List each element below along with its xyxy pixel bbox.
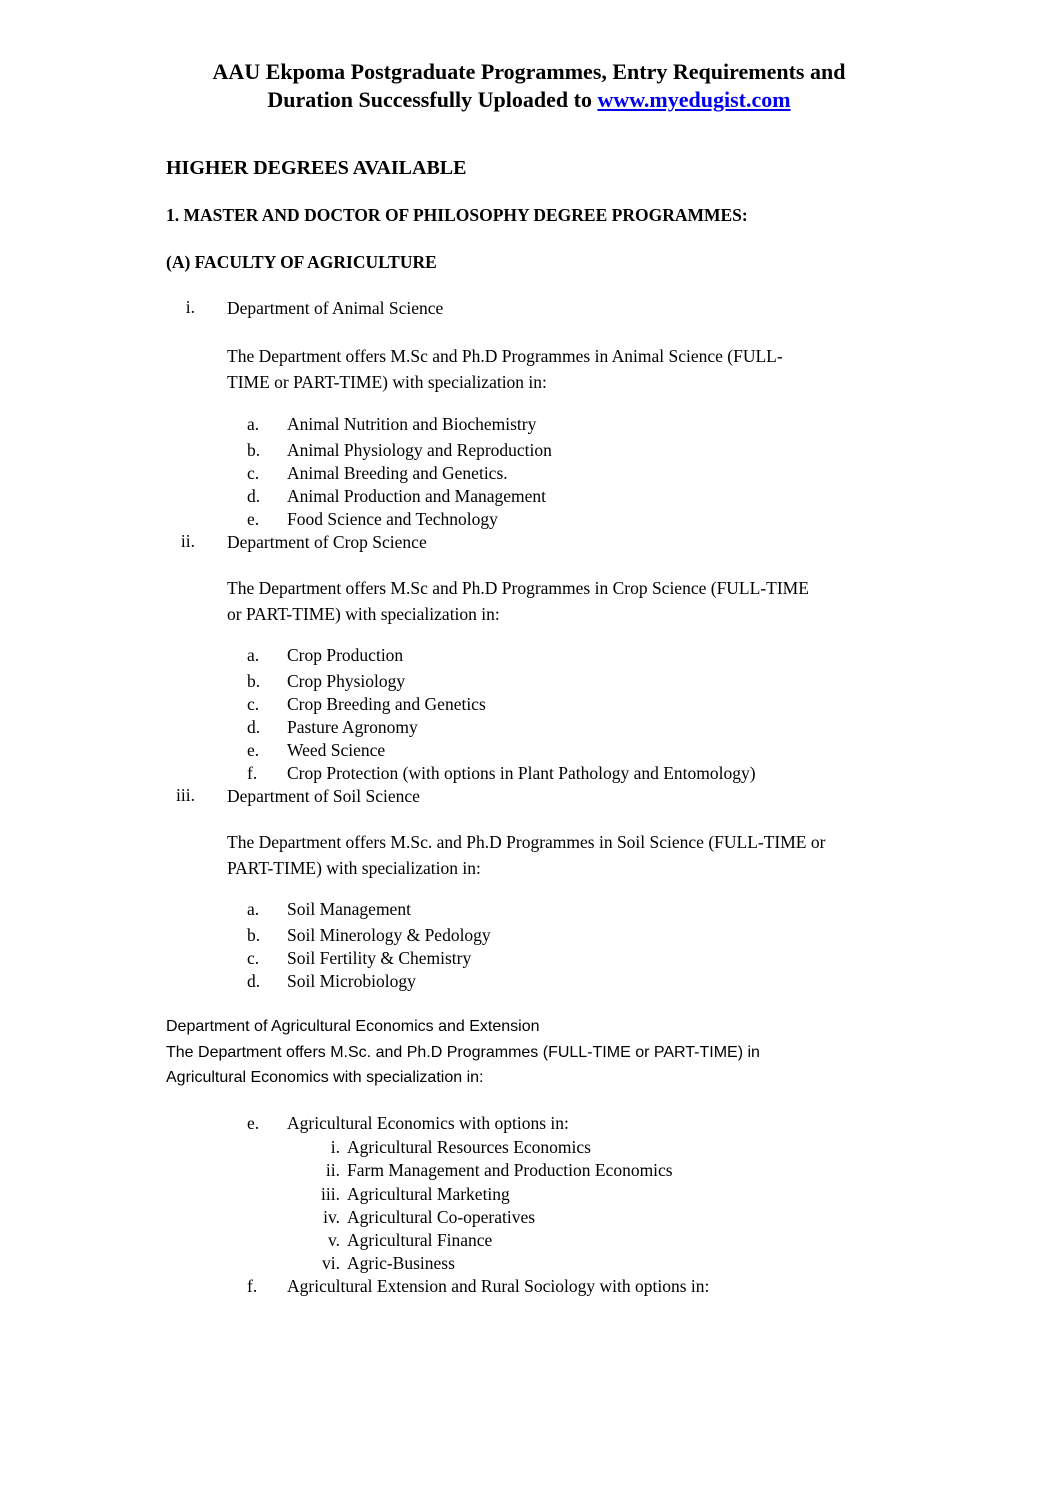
list-item: Agricultural Extension and Rural Sociology with options in: — [287, 1276, 710, 1296]
title-line-2-prefix: Duration Successfully Uploaded to — [267, 87, 598, 112]
list-item: Animal Breeding and Genetics. — [287, 463, 508, 483]
department-number: i. — [185, 297, 195, 317]
option-item: Agricultural Marketing — [347, 1184, 510, 1204]
option-item: Agricultural Co-operatives — [347, 1207, 536, 1227]
agric-econ-description-line: Agricultural Economics with specialization in: — [166, 1069, 484, 1086]
list-letter: e. — [247, 509, 260, 529]
list-item: Soil Minerology & Pedology — [287, 925, 491, 945]
list-letter: a. — [247, 899, 260, 919]
description-line: The Department offers M.Sc and Ph.D Programmes in Crop Science (FULL-TIME — [227, 578, 809, 598]
heading-higher-degrees: HIGHER DEGREES AVAILABLE — [166, 157, 467, 179]
department-description — [227, 343, 927, 395]
agric-econ-title: Department of Agricultural Economics and Extension — [166, 1018, 540, 1035]
list-letter: a. — [247, 645, 260, 665]
list-letter: b. — [247, 440, 261, 460]
list-item: Crop Protection (with options in Plant Pathology and Entomology) — [287, 763, 756, 783]
list-letter: e. — [247, 740, 260, 760]
list-letter: f. — [247, 1276, 258, 1296]
department-name: Department of Animal Science — [227, 298, 444, 318]
heading-faculty-agriculture: (A) FACULTY OF AGRICULTURE — [166, 252, 437, 272]
description-line: PART-TIME) with specialization in: — [227, 858, 481, 878]
description-line: The Department offers M.Sc and Ph.D Programmes in Animal Science (FULL- — [227, 346, 783, 366]
list-item: Food Science and Technology — [287, 509, 498, 529]
list-item: Soil Fertility & Chemistry — [287, 948, 472, 968]
list-letter: f. — [247, 763, 258, 783]
list-letter: c. — [247, 463, 260, 483]
title-line-1: AAU Ekpoma Postgraduate Programmes, Entry Requirements and — [212, 59, 846, 84]
list-letter: c. — [247, 948, 260, 968]
option-number: i. — [330, 1137, 340, 1157]
option-number: v. — [328, 1230, 340, 1250]
list-item: Soil Management — [287, 899, 411, 919]
description-line: or PART-TIME) with specialization in: — [227, 604, 500, 624]
option-item: Agric-Business — [347, 1253, 455, 1273]
myedugist-link[interactable]: www.myedugist.com — [597, 87, 791, 112]
option-number: vi. — [322, 1253, 340, 1273]
list-letter: c. — [247, 694, 260, 714]
list-item: Crop Production — [287, 645, 404, 665]
list-item: Pasture Agronomy — [287, 717, 418, 737]
description-line: TIME or PART-TIME) with specialization in: — [227, 372, 547, 392]
list-item: Animal Nutrition and Biochemistry — [287, 414, 537, 434]
list-letter: d. — [247, 971, 261, 991]
list-letter: b. — [247, 671, 261, 691]
list-item: Animal Physiology and Reproduction — [287, 440, 552, 460]
department-number: iii. — [176, 785, 195, 805]
document-title — [0, 58, 1058, 114]
list-letter: e. — [247, 1113, 260, 1133]
heading-section-1: 1. MASTER AND DOCTOR OF PHILOSOPHY DEGREE PROGRAMMES: — [166, 205, 748, 225]
description-line: The Department offers M.Sc. and Ph.D Programmes in Soil Science (FULL-TIME or — [227, 832, 826, 852]
list-item: Crop Breeding and Genetics — [287, 694, 486, 714]
option-number: iv. — [323, 1207, 340, 1227]
option-item: Agricultural Resources Economics — [347, 1137, 591, 1157]
list-item: Crop Physiology — [287, 671, 406, 691]
title-line-2 — [0, 86, 1058, 114]
department-number: ii. — [180, 531, 195, 551]
list-item: Soil Microbiology — [287, 971, 416, 991]
list-letter: d. — [247, 486, 261, 506]
list-letter: a. — [247, 414, 260, 434]
option-number: ii. — [325, 1160, 340, 1180]
option-number: iii. — [321, 1184, 340, 1204]
department-description — [227, 575, 927, 627]
list-letter: d. — [247, 717, 261, 737]
list-letter: b. — [247, 925, 261, 945]
list-item: Animal Production and Management — [287, 486, 547, 506]
list-item: Agricultural Economics with options in: — [287, 1113, 569, 1133]
option-item: Farm Management and Production Economics — [347, 1160, 673, 1180]
department-name: Department of Crop Science — [227, 532, 427, 552]
agric-econ-description-line: The Department offers M.Sc. and Ph.D Programmes (FULL-TIME or PART-TIME) in — [166, 1044, 760, 1061]
department-name: Department of Soil Science — [227, 786, 420, 806]
option-item: Agricultural Finance — [347, 1230, 493, 1250]
department-description — [227, 829, 927, 881]
list-item: Weed Science — [287, 740, 386, 760]
